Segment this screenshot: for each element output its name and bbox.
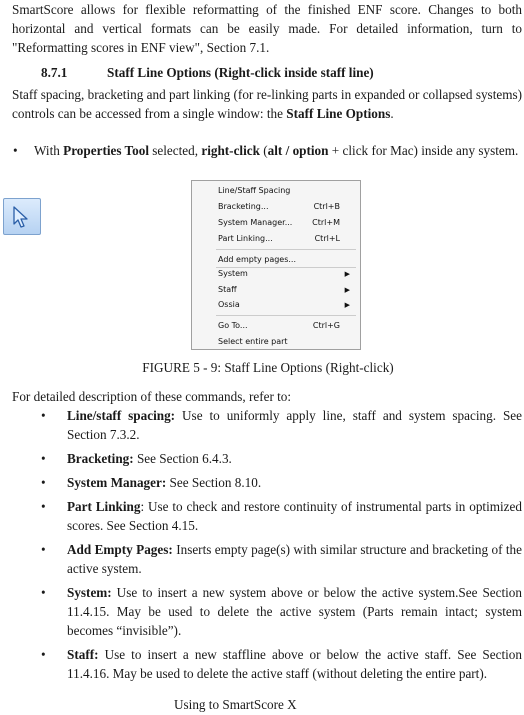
bullet-dot: • [41, 585, 46, 600]
bullet-dot: • [41, 542, 46, 557]
bullet-dot: • [41, 499, 46, 514]
mac-keys-term: alt / option [267, 143, 329, 158]
command-term: Add Empty Pages: [67, 542, 173, 557]
menu-item-line-staff-spacing[interactable] [218, 186, 354, 196]
bullet-dot: • [41, 408, 46, 423]
menu-item-ossia[interactable] [218, 300, 354, 310]
menu-item-select-entire-part[interactable] [218, 337, 354, 347]
intro-paragraph: SmartScore allows for flexible reformatting of the finished ENF score. Changes to both horizontal and vertical formats can be easily made. For detailed information, turn to "Reformatting scores in ENF view", Section 7.1. [12, 2, 522, 55]
command-term: Part Linking [67, 499, 141, 514]
command-term: Bracketing: [67, 451, 134, 466]
command-term: Staff: [67, 647, 99, 662]
menu-item-part-linking[interactable] [218, 234, 354, 244]
staff-para-end: . [390, 106, 394, 121]
menu-separator [216, 267, 356, 268]
menu-shortcut: Ctrl+G [312, 321, 340, 330]
command-description: : Use to check and restore continuity of instrumental parts in optimized scores. See Section 4.15. [67, 499, 522, 533]
menu-item-label: Go To... [218, 321, 248, 330]
command-description: See Section 8.10. [166, 475, 262, 490]
instruction-post: + click for Mac) inside any system. [328, 143, 519, 158]
menu-item-label: Staff [218, 285, 237, 294]
list-item [12, 645, 522, 683]
staff-para-text: Staff spacing, bracketing and part linking (for re-linking parts in expanded or collapsed systems) controls can be accessed from a single window: the [12, 87, 522, 121]
properties-tool-icon [3, 198, 41, 235]
menu-item-label: Add empty pages... [218, 255, 297, 264]
list-item [12, 540, 522, 578]
page-footer: Using to SmartScore X [174, 697, 297, 712]
arrow-cursor-icon [11, 205, 33, 229]
staff-line-options-term: Staff Line Options [286, 106, 391, 121]
menu-item-bracketing[interactable] [218, 202, 354, 212]
list-item [12, 583, 522, 640]
list-item [12, 406, 522, 444]
properties-tool-term: Properties Tool [63, 143, 149, 158]
bullet-dot: • [41, 475, 46, 490]
section-title: Staff Line Options (Right-click inside staff line) [107, 65, 374, 80]
command-term: Line/staff spacing: [67, 408, 176, 423]
menu-item-system[interactable] [218, 269, 354, 279]
section-heading [41, 63, 374, 82]
submenu-arrow-icon: ▶ [344, 301, 350, 309]
command-description: Use to uniformly apply line, staff and system spacing. See Section 7.3.2. [67, 408, 523, 442]
menu-item-add-empty-pages[interactable] [218, 255, 354, 265]
instruction-mid: selected, [148, 143, 202, 158]
menu-shortcut: Ctrl+B [313, 202, 340, 211]
list-item [12, 449, 522, 468]
command-description: Use to insert a new staffline above or below the active staff. See Section 11.4.16. May be used to delete the active staff (without deleting the entire part). [67, 647, 522, 681]
section-number: 8.7.1 [41, 65, 68, 80]
menu-item-label: Part Linking... [218, 234, 273, 243]
figure-caption: FIGURE 5 - 9: Staff Line Options (Right-click) [142, 360, 394, 375]
staff-options-paragraph [12, 85, 522, 123]
command-description: See Section 6.4.3. [133, 451, 232, 466]
menu-item-label: Select entire part [218, 337, 288, 346]
menu-item-label: Ossia [218, 300, 240, 309]
menu-item-system-manager[interactable] [218, 218, 354, 228]
menu-item-label: Bracketing... [218, 202, 269, 211]
menu-shortcut: Ctrl+M [312, 218, 340, 227]
command-term: System Manager: [67, 475, 167, 490]
menu-item-label: System [218, 269, 248, 278]
menu-separator [216, 315, 356, 316]
instruction-text [34, 141, 522, 160]
submenu-arrow-icon: ▶ [344, 270, 350, 278]
menu-shortcut: Ctrl+L [314, 234, 340, 243]
list-item [12, 473, 522, 492]
right-click-term: right-click [201, 143, 260, 158]
instruction-pre: With [34, 143, 64, 158]
menu-item-label: Line/Staff Spacing [218, 186, 291, 195]
instruction-paren: ( [259, 143, 268, 158]
bullet-dot: • [41, 451, 46, 466]
instruction-bullet [12, 141, 522, 160]
list-item [12, 497, 522, 535]
submenu-arrow-icon: ▶ [344, 286, 350, 294]
context-menu [191, 180, 361, 350]
bullet-dot: • [13, 143, 18, 158]
bullet-dot: • [41, 647, 46, 662]
command-description: Inserts empty page(s) with similar structure and bracketing of the active system. [67, 542, 522, 576]
description-intro: For detailed description of these commands, refer to: [12, 389, 292, 404]
menu-item-label: System Manager... [218, 218, 293, 227]
menu-item-staff[interactable] [218, 285, 354, 295]
command-description: Use to insert a new system above or below the active system.See Section 11.4.15. May be used to delete the active system (Parts remain intact; system becomes “invisible”). [67, 585, 522, 638]
menu-separator [216, 249, 356, 250]
menu-item-go-to[interactable] [218, 321, 354, 331]
command-list [12, 406, 522, 688]
command-term: System: [67, 585, 112, 600]
